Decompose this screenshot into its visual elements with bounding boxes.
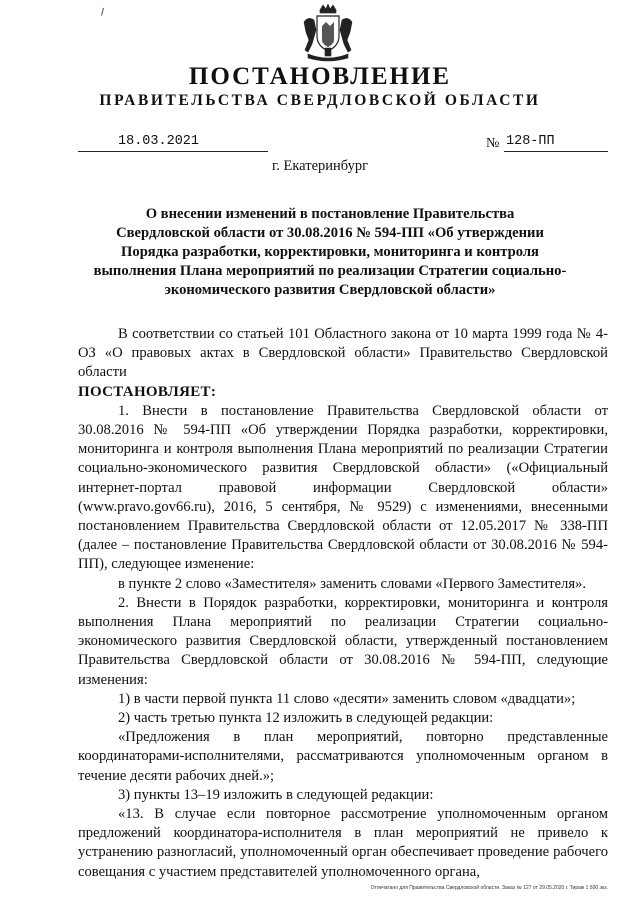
title-line: О внесении изменений в постановление Правительства [145,206,515,222]
date-underline [78,151,268,152]
document-type: ПОСТАНОВЛЕНИЕ [188,63,452,90]
document-number: 128-ПП [506,134,555,149]
document-date: 18.03.2021 [118,134,200,149]
number-underline [504,151,608,152]
preamble: В соответствии со статьей 101 Областного закона от 10 марта 1999 года № 4-ОЗ «О правовых актах в Свердловской области» Правительство Свердловской области [78,326,608,381]
title-line: выполнения Плана мероприятий по реализации Стратегии социально- [93,263,567,279]
paragraph-1: 1. Внести в постановление Правительства Свердловской области от 30.08.2016 № 594-ПП «Об утверждении Порядка разработки, корректировки, мониторинга и контроля выполнения Плана мероприятий по реализации Стратегии социально-экономического развития Свердловской области» («Официальный интернет-портал правовой информации Свердловской области» (www.pravo.gov66.ru), 2016, 5 сентября, № 9529) с изменениями, внесенными постановлением Правительства Свердловской области от 12.05.2017 № 338-ПП (далее – постановление Правительства Свердловской области от 30.08.2016 № 594-ПП), следующее изменение: [78,402,608,573]
city: г. Екатеринбург [271,158,369,174]
document-title [80,205,580,300]
number-sign: № [486,136,500,151]
issuing-authority: ПРАВИТЕЛЬСТВА СВЕРДЛОВСКОЙ ОБЛАСТИ [99,92,541,109]
paragraph-1-item: в пункте 2 слово «Заместителя» заменить словами «Первого Заместителя». [118,575,586,592]
paragraph-2-item-3-quote: «13. В случае если повторное рассмотрение уполномоченным органом предложений координатора-исполнителя в план мероприятий не привело к устранению разногласий, уполномоченный орган обеспечивает проведение рабочего совещания с участием представителей уполномоченного органа, [78,806,608,880]
decree-heading: ПОСТАНОВЛЯЕТ: [78,383,217,400]
document-body [78,325,608,882]
title-line: экономического развития Свердловской области» [164,282,496,298]
paragraph-2-item-2: 2) часть третью пункта 12 изложить в следующей редакции: [118,710,494,727]
paragraph-2-item-2-quote: «Предложения в план мероприятий, повторно представленные координаторами-исполнителями, рассматриваются уполномоченным органом в течение десяти рабочих дней.»; [78,729,608,784]
title-line: Порядка разработки, корректировки, мониторинга и контроля [121,244,539,260]
paragraph-2: 2. Внести в Порядок разработки, корректировки, мониторинга и контроля выполнения Плана мероприятий по реализации Стратегии социально-экономического развития Свердловской области, утвержденный постановлением Правительства Свердловской области от 30.08.2016 № 594-ПП, следующие изменения: [78,594,608,688]
paragraph-2-item-1: 1) в части первой пункта 11 слово «десяти» заменить словом «двадцати»; [118,690,576,707]
coat-of-arms-icon [300,4,356,64]
scan-mark [101,8,106,17]
paragraph-2-item-3: 3) пункты 13–19 изложить в следующей редакции: [118,786,434,803]
print-note: Отпечатано для Правительства Свердловской области. Заказ № 127 от 29.05.2020 г. Тираж 1 500 экз. [370,885,608,891]
title-line: Свердловской области от 30.08.2016 № 594-ПП «Об утверждении [116,225,544,241]
